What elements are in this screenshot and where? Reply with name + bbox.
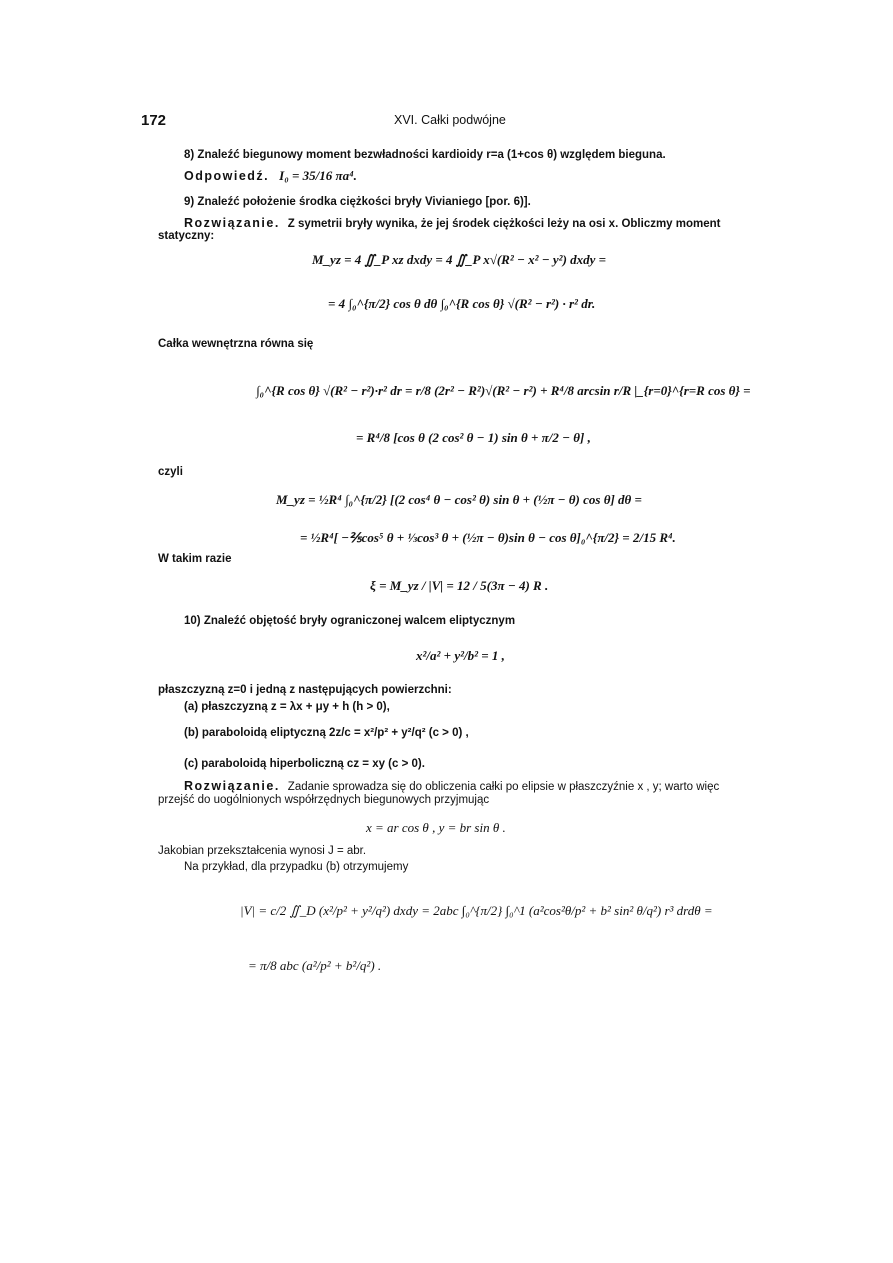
inner-integral-label: Całka wewnętrzna równa się <box>158 338 314 350</box>
plane-text: płaszczyzną z=0 i jedną z następujących powierzchni: <box>158 684 452 696</box>
equation-myz-2: = ½R⁴[ −⅖cos⁵ θ + ⅓cos³ θ + (½π − θ)sin θ − cos θ]₀^{π/2} = 2/15 R⁴. <box>300 530 676 545</box>
problem-9-solution-line <box>184 214 721 232</box>
solution-text-10: Zadanie sprowadza się do obliczenia całki po elipsie w płaszczyźnie x , y; warto więc <box>287 781 720 793</box>
answer-label: Odpowiedź. <box>184 169 270 183</box>
equation-inner-integral-1: ∫₀^{R cos θ} √(R² − r²)·r² dr = r/8 (2r² − R²)√(R² − r²) + R⁴/8 arcsin r/R |_{r=0}^{r=R cos θ} = <box>256 383 751 398</box>
equation-volume-2: = π/8 abc (a²/p² + b²/q²) . <box>248 958 382 973</box>
answer-formula: I₀ = 35/16 πa⁴. <box>279 168 357 183</box>
solution-text-10-cont: przejść do uogólnionych współrzędnych biegunowych przyjmując <box>158 794 490 806</box>
problem-8-answer <box>184 167 357 185</box>
example-text: Na przykład, dla przypadku (b) otrzymujemy <box>184 861 409 873</box>
czyli-label: czyli <box>158 466 183 478</box>
equation-substitution: x = ar cos θ , y = br sin θ . <box>366 820 506 835</box>
problem-8-statement: 8) Znaleźć biegunowy moment bezwładności kardioidy r=a (1+cos θ) względem bieguna. <box>184 149 666 161</box>
problem-9-statement: 9) Znaleźć położenie środka ciężkości bryły Vivianiego [por. 6)]. <box>184 196 531 208</box>
jacobian-text: Jakobian przekształcenia wynosi J = abr. <box>158 845 367 857</box>
equation-inner-integral-2: = R⁴/8 [cos θ (2 cos² θ − 1) sin θ + π/2 − θ] , <box>356 430 591 445</box>
running-title: XVI. Całki podwójne <box>394 113 506 127</box>
solution-label-10: Rozwiązanie. <box>184 779 280 793</box>
problem-10-solution-line <box>184 777 719 795</box>
equation-volume-1: |V| = c/2 ∬_D (x²/p² + y²/q²) dxdy = 2abc ∫₀^{π/2} ∫₀^1 (a²cos²θ/p² + b² sin² θ/q²) r³ drdθ = <box>240 903 713 918</box>
w-takim-razie-label: W takim razie <box>158 553 232 565</box>
equation-myz-1: M_yz = ½R⁴ ∫₀^{π/2} [(2 cos⁴ θ − cos² θ) sin θ + (½π − θ) cos θ] dθ = <box>276 492 642 507</box>
solution-text-cont: statyczny: <box>158 230 215 242</box>
equation-xi: ξ = M_yz / |V| = 12 / 5(3π − 4) R . <box>370 578 549 593</box>
equation-static-moment-1: M_yz = 4 ∬_P xz dxdy = 4 ∬_P x√(R² − x² − y²) dxdy = <box>312 252 607 267</box>
equation-ellipse: x²/a² + y²/b² = 1 , <box>416 648 505 663</box>
item-a: (a) płaszczyzną z = λx + μy + h (h > 0), <box>184 701 390 713</box>
page-number: 172 <box>141 112 167 129</box>
problem-10-statement: 10) Znaleźć objętość bryły ograniczonej walcem eliptycznym <box>184 615 516 627</box>
solution-text: Z symetrii bryły wynika, że jej środek ciężkości leży na osi x. Obliczmy moment <box>287 218 721 230</box>
item-b: (b) paraboloidą eliptyczną 2z/c = x²/p² + y²/q² (c > 0) , <box>184 727 469 739</box>
solution-label: Rozwiązanie. <box>184 216 280 230</box>
equation-static-moment-2: = 4 ∫₀^{π/2} cos θ dθ ∫₀^{R cos θ} √(R² − r²) · r² dr. <box>328 296 596 311</box>
item-c: (c) paraboloidą hiperboliczną cz = xy (c > 0). <box>184 758 425 770</box>
